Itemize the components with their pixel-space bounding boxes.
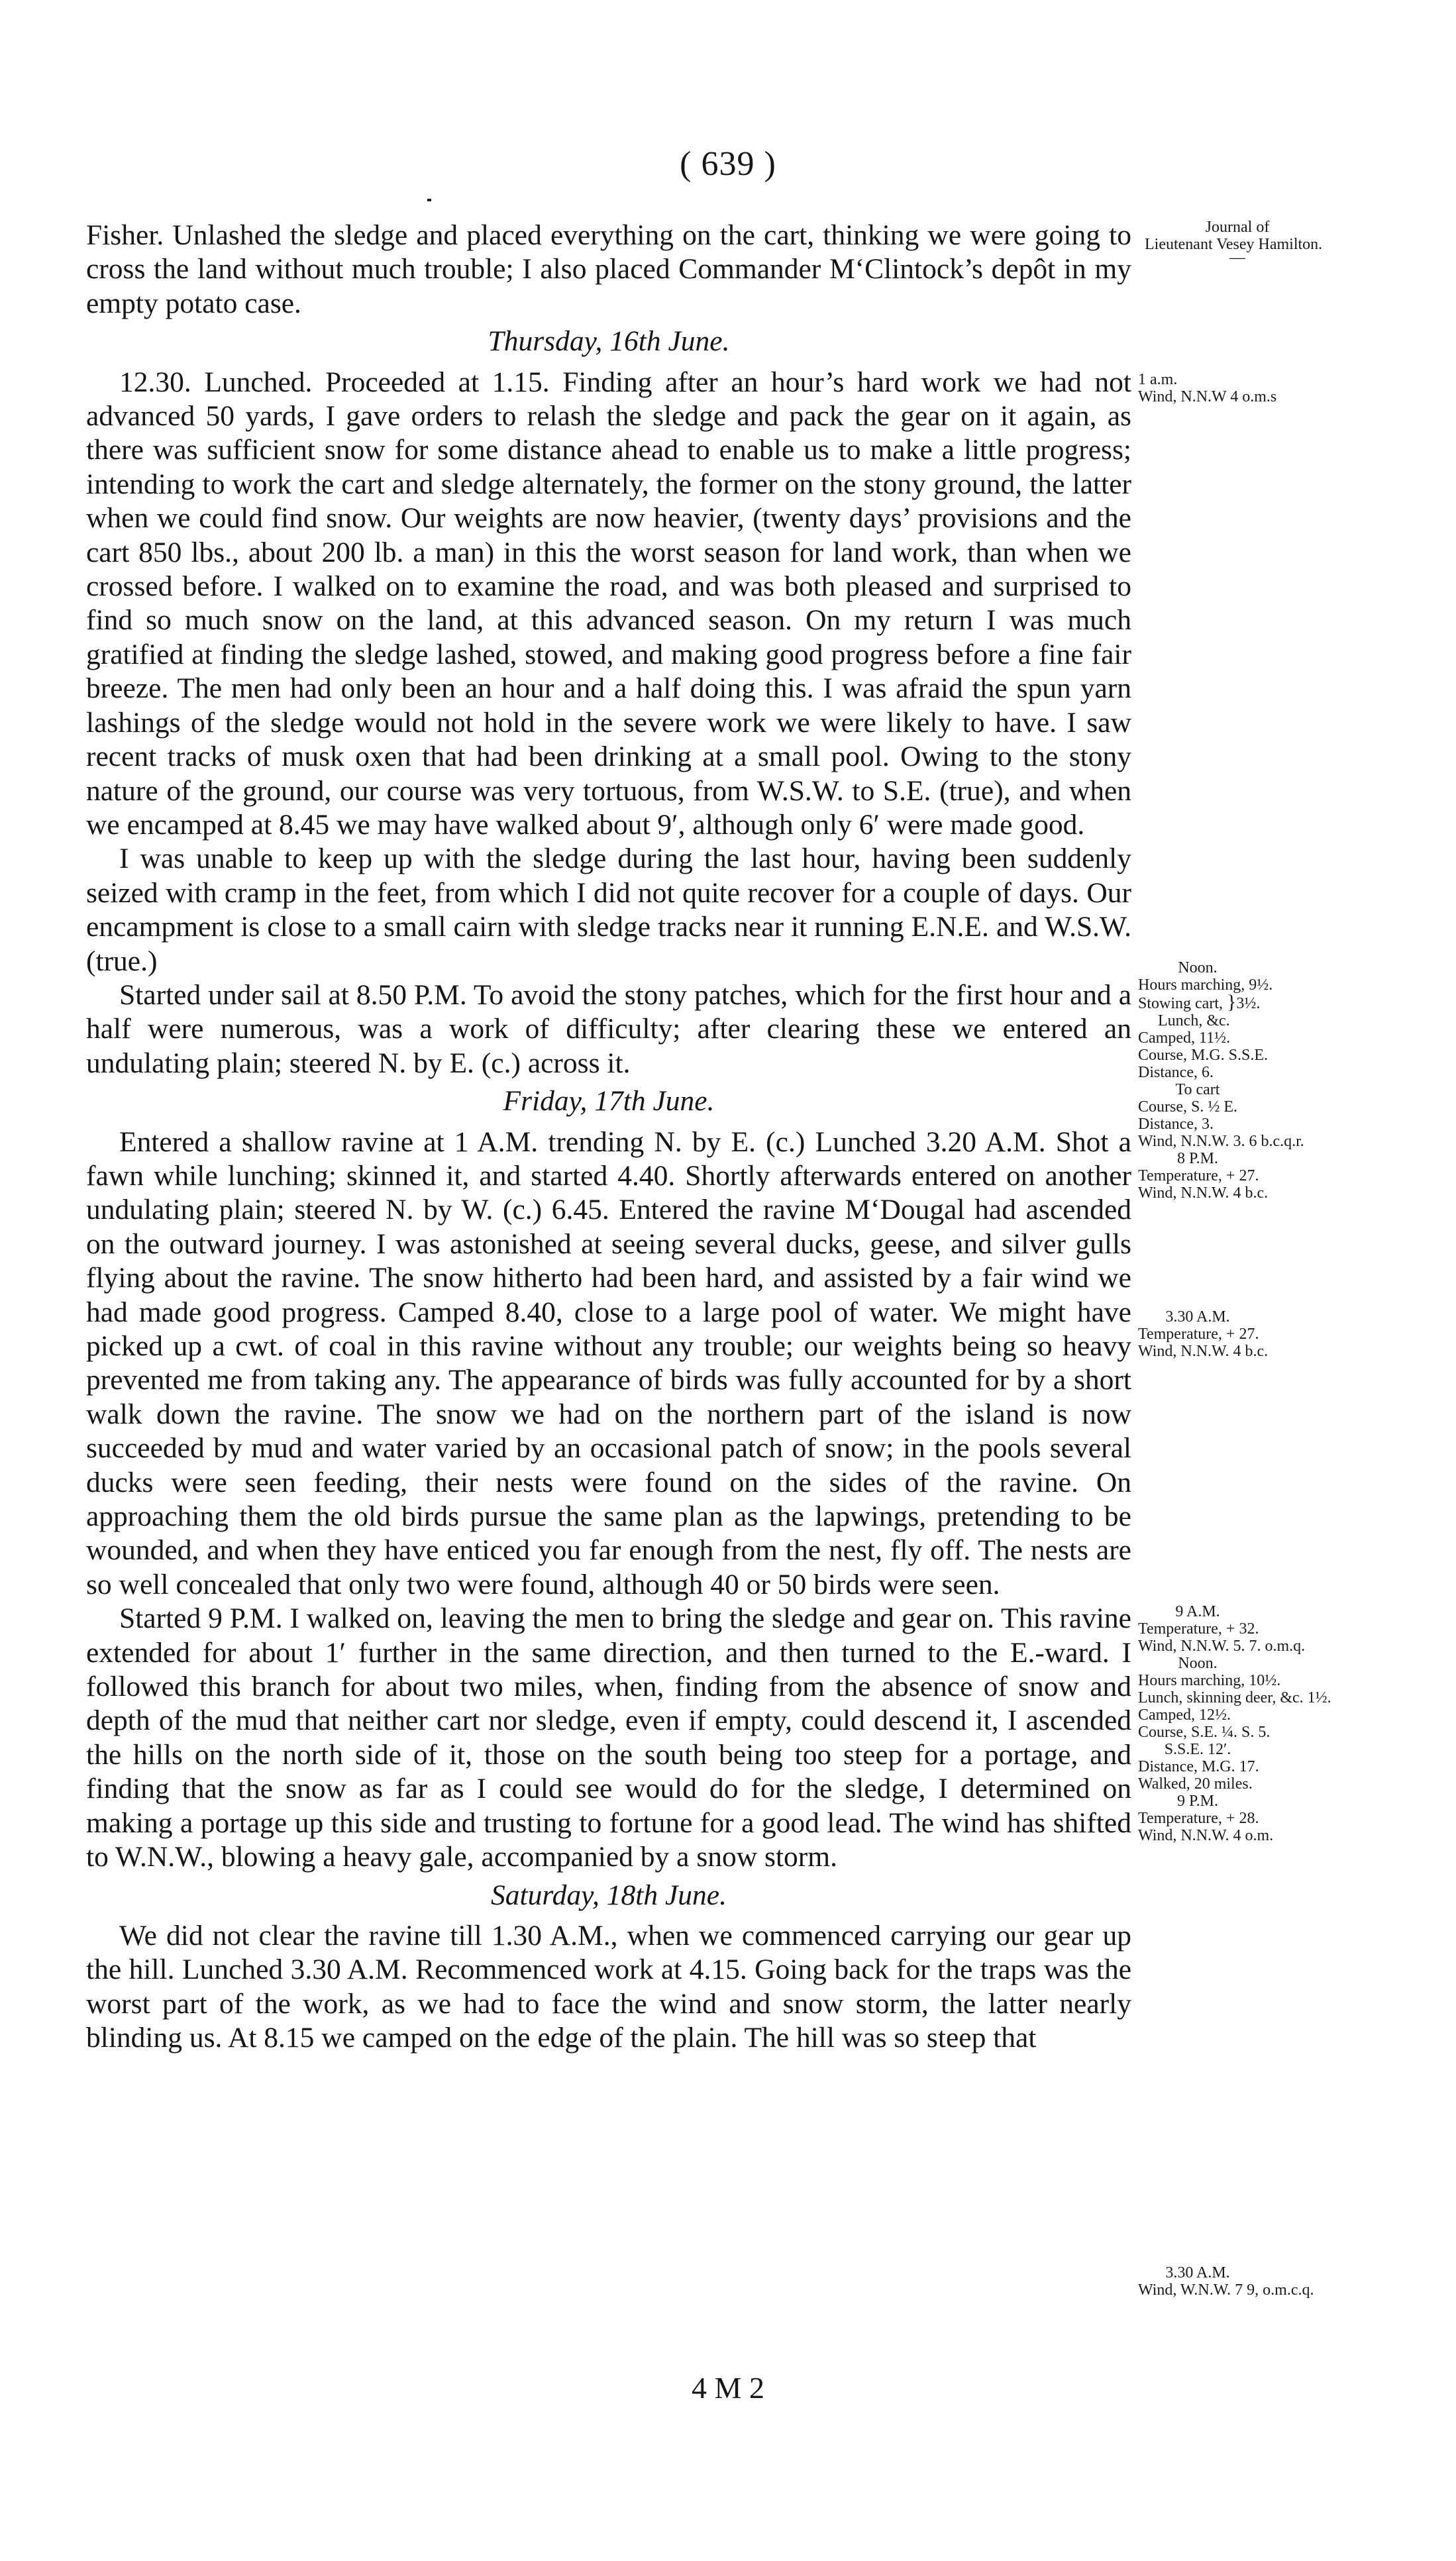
journal-header-line1: Journal of: [1205, 219, 1270, 236]
margin-note-line: S.S.E. 12′.: [1164, 1741, 1231, 1758]
margin-note-line: Temperature, + 32.: [1138, 1620, 1259, 1638]
day-heading: Friday, 17th June.: [503, 1085, 715, 1118]
margin-note-friday-am: [1138, 1308, 1416, 1360]
paragraph: Started under sail at 8.50 P.M. To avoid the stony patches, which for the first hour and a half were numerous, was a work of difficulty; after clearing these we entered an undulating plain; steered N. by E. (c.) across it.: [86, 978, 1131, 1079]
margin-note-line: Distance, M.G. 17.: [1138, 1758, 1259, 1775]
margin-note-line: Temperature, + 27.: [1138, 1167, 1259, 1184]
margin-note-line: Wind, N.N.W. 5. 7. o.m.q.: [1138, 1638, 1306, 1655]
margin-note-line: 9 P.M.: [1176, 1793, 1219, 1810]
signature-mark: 4 M 2: [692, 2371, 764, 2405]
margin-note-1am: [1138, 371, 1416, 405]
margin-note-line: Course, M.G. S.S.E.: [1138, 1047, 1269, 1064]
margin-note-line: 3.30 A.M.: [1165, 2264, 1230, 2281]
journal-text: [86, 219, 1131, 2056]
margin-note-line: Wind, N.N.W. 4 o.m.: [1138, 1827, 1274, 1844]
margin-note-line: 3½.: [1236, 995, 1261, 1012]
margin-note-line: Walked, 20 miles.: [1138, 1775, 1253, 1793]
margin-note-line: Course, S.E. ¼. S. 5.: [1138, 1724, 1271, 1741]
margin-note-line: Noon.: [1178, 959, 1218, 976]
header-rule: —: [1229, 249, 1245, 266]
margin-note-line: Noon.: [1178, 1655, 1218, 1672]
brace: }: [1226, 991, 1237, 1013]
paragraph: 12.30. Lunched. Proceeded at 1.15. Finding after an hour’s hard work we had not advanced 50 yards, I gave orders to relash the sledge and pack the gear on it again, as there was sufficient snow for some distance ahead to enable us to make a little progress; intending to work the cart and sledge alternately, the former on the stony ground, the latter when we could find snow. Our weights are now heavier, (twenty days’ provisions and the cart 850 lbs., about 200 lb. a man) in this the worst season for land work, than when we crossed before. I walked on to examine the road, and was both pleased and surprised to find so much snow on the land, at this advanced season. On my return I was much gratified at finding the sledge lashed, stowed, and making good progress before a fine fair breeze. The men had only been an hour and a half doing this. I was afraid the spun yarn lashings of the sledge would not hold in the severe work we were likely to have. I saw recent tracks of musk oxen that had been drinking at a small pool. Owing to the stony nature of the ground, our course was very tortuous, from W.S.W. to S.E. (true), and when we encamped at 8.45 we may have walked about 9′, although only 6′ were made good.: [86, 366, 1131, 841]
margin-note-line: Wind, W.N.W. 7 9, o.m.c.q.: [1138, 2281, 1314, 2299]
day-heading: Saturday, 18th June.: [490, 1879, 727, 1911]
margin-note-thursday: [1138, 959, 1416, 1202]
paragraph: Entered a shallow ravine at 1 A.M. trending N. by E. (c.) Lunched 3.20 A.M. Shot a fawn while lunching; skinned it, and started 4.40. Shortly afterwards entered on another undulating plain; steered N. by W. (c.) 6.45. Entered the ravine M‘Dougal had ascended on the outward journey. I was astonished at seeing several ducks, geese, and silver gulls flying about the ravine. The snow hitherto had been hard, and assisted by a fair wind we had made good progress. Camped 8.40, close to a large pool of water. We might have picked up a cwt. of coal in this ravine without any trouble; our weights being so heavy prevented me from taking any. The appearance of birds was fully accounted for by a short walk down the ravine. The snow we had on the northern part of the island is now succeeded by mud and water varied by an occasional patch of snow; in the pools several ducks were seen feeding, their nests were found on the sides of the ravine. On approaching them the old birds pursue the same plan as the lapwings, pretending to be wounded, and when they have enticed you far enough from the nest, fly off. The nests are so well concealed that only two were found, although 40 or 50 birds were seen.: [86, 1125, 1131, 1600]
margin-note-line: Temperature, + 28.: [1138, 1810, 1259, 1827]
margin-note-line: Temperature, + 27.: [1138, 1326, 1259, 1343]
margin-note-line: Lunch, &c.: [1158, 1012, 1230, 1029]
paragraph: I was unable to keep up with the sledge during the last hour, having been suddenly seized with cramp in the feet, from which I did not quite recover for a couple of days. Our encampment is close to a small cairn with sledge tracks near it running E.N.E. and W.S.W. (true.): [86, 843, 1131, 977]
margin-note-line: Stowing cart,: [1138, 995, 1223, 1012]
margin-note-line: Distance, 6.: [1138, 1064, 1214, 1081]
paragraph: Started 9 P.M. I walked on, leaving the men to bring the sledge and gear on. This ravine extended for about 1′ further in the same direction, and then turned to the E.-ward. I followed this branch for about two miles, when, finding from the absence of snow and depth of the mud that neither cart nor sledge, even if empty, could descend it, I ascended the hills on the north side of it, those on the south being too steep for a portage, and finding that the snow as far as I could see would do for the sledge, I determined on making a portage up this side and trusting to fortune for a good lead. The wind has shifted to W.N.W., blowing a heavy gale, accompanied by a snow storm.: [86, 1602, 1131, 1873]
margin-note-line: Hours marching, 9½.: [1138, 976, 1273, 994]
page-number: ( 639 ): [680, 145, 776, 183]
margin-note-saturday: [1138, 2264, 1416, 2299]
margin-note-line: Hours marching, 10½.: [1138, 1672, 1281, 1689]
margin-note-line: 1 a.m.: [1138, 371, 1178, 388]
margin-note-line: 3.30 A.M.: [1165, 1308, 1230, 1326]
journal-header-line2: Lieutenant Vesey Hamilton.: [1145, 236, 1323, 253]
margin-note-stowing: [1138, 991, 1416, 1013]
margin-note-line: Camped, 11½.: [1138, 1029, 1231, 1047]
margin-note-line: 8 P.M.: [1176, 1150, 1219, 1167]
margin-note-line: Wind, N.N.W. 4 b.c.: [1138, 1184, 1269, 1202]
journal-header: [1145, 219, 1423, 266]
margin-note-friday-noon: [1138, 1603, 1416, 1844]
margin-note-line: To cart: [1175, 1081, 1220, 1098]
margin-note-line: Lunch, skinning deer, &c. 1½.: [1138, 1689, 1331, 1706]
margin-note-line: Camped, 12½.: [1138, 1706, 1231, 1724]
day-heading: Thursday, 16th June.: [488, 325, 730, 358]
margin-note-line: Wind, N.N.W 4 o.m.s: [1138, 388, 1277, 405]
margin-note-line: Course, S. ½ E.: [1138, 1098, 1237, 1116]
margin-note-line: Distance, 3.: [1138, 1116, 1214, 1133]
decorative-mark: [427, 199, 431, 201]
margin-note-line: Wind, N.N.W. 4 b.c.: [1138, 1343, 1269, 1360]
margin-note-line: Wind, N.N.W. 3. 6 b.c.q.r.: [1138, 1133, 1304, 1150]
margin-note-line: 9 A.M.: [1175, 1603, 1220, 1620]
paragraph: Fisher. Unlashed the sledge and placed everything on the cart, thinking we were going to cross the land without much trouble; I also placed Commander M‘Clintock’s depôt in my empty potato case.: [86, 219, 1131, 319]
paragraph: We did not clear the ravine till 1.30 A.M., when we commenced carrying our gear up the hill. Lunched 3.30 A.M. Recommenced work at 4.15. Going back for the traps was the worst part of the work, as we had to face the wind and snow storm, the latter nearly blinding us. At 8.15 we camped on the edge of the plain. The hill was so steep that: [86, 1919, 1131, 2054]
